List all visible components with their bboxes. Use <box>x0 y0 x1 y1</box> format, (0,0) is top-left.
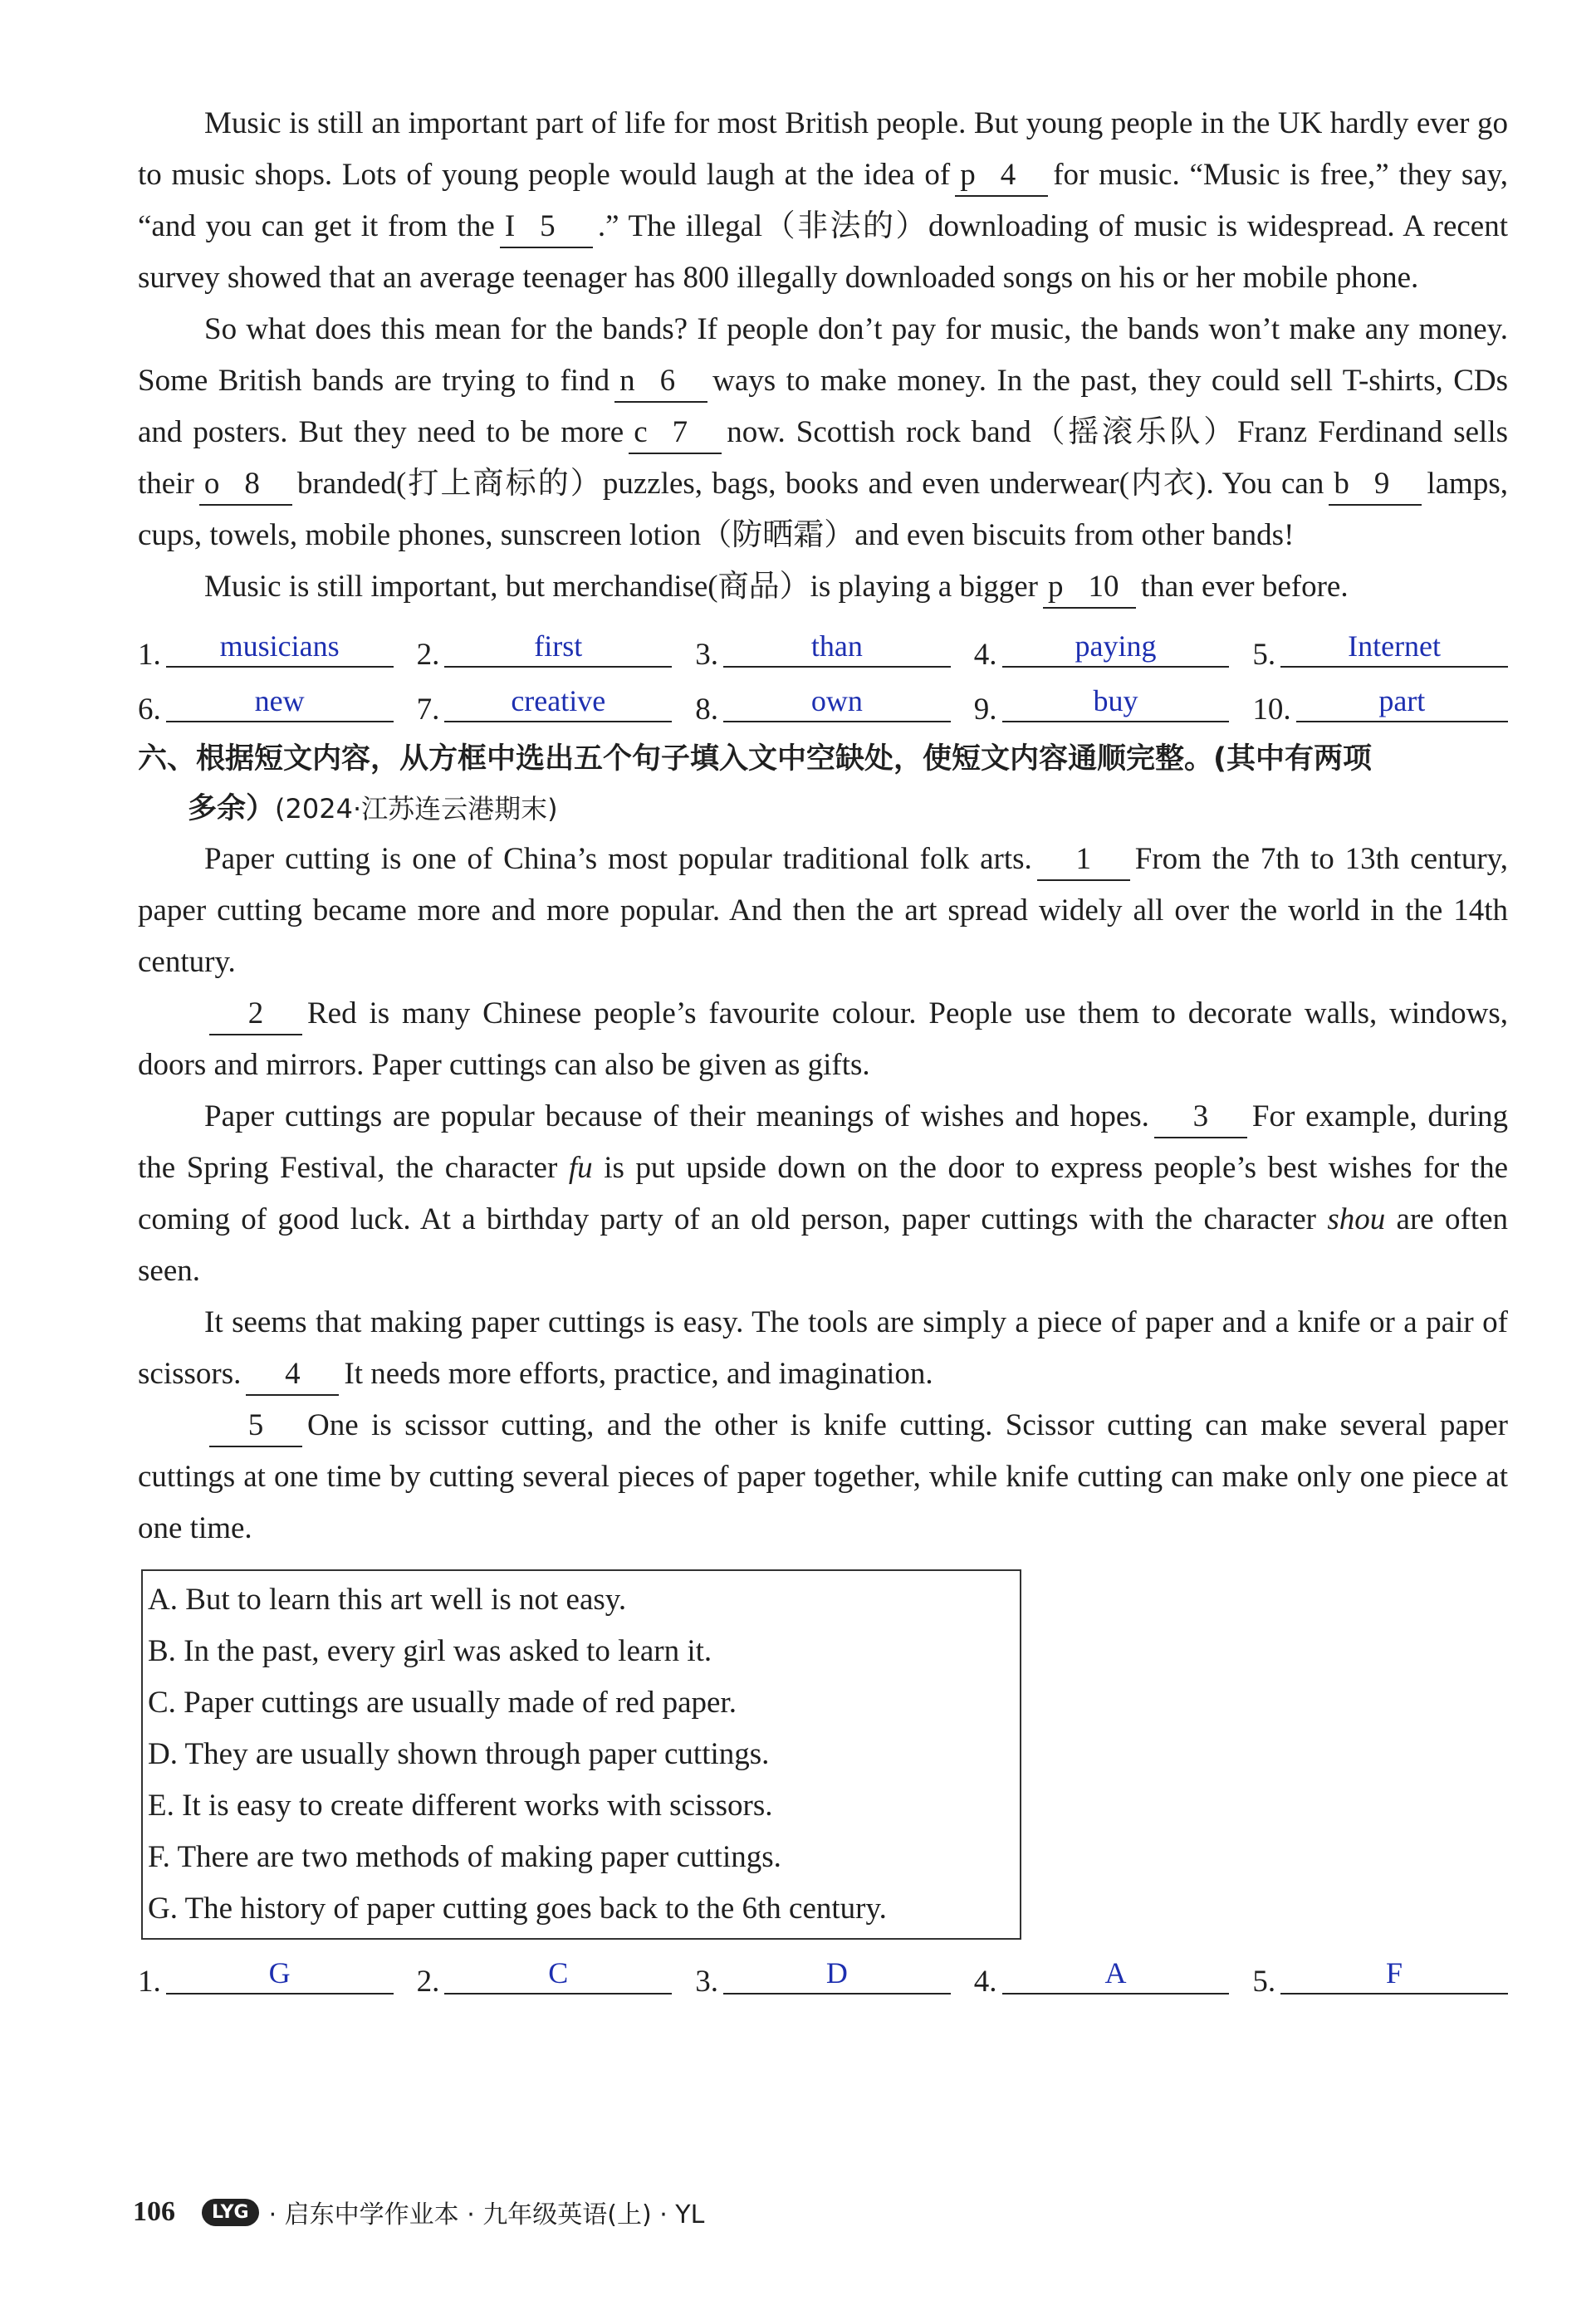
section6-heading <box>138 734 1508 834</box>
heading-line-1: 六、根据短文内容，从方框中选出五个句子填入文中空缺处，使短文内容通顺完整。(其中有两项 <box>138 742 1372 776</box>
passage1-paragraph-2 <box>138 304 1508 561</box>
blank-8 <box>199 464 292 506</box>
answer-slot-3[interactable] <box>695 621 951 673</box>
blank-number: 6 <box>659 364 676 398</box>
answer-text[interactable]: buy <box>1002 681 1230 722</box>
answer-slot-2[interactable] <box>417 621 673 673</box>
heading-source: (2024·江苏连云港期末) <box>275 793 558 825</box>
answer-number: 1. <box>138 1965 161 1999</box>
blank-letter: p <box>960 158 976 192</box>
text: One is scissor cutting, and the other is knife cutting. Scissor cutting can make several paper cuttings at one time by cutting several pieces of paper together, while knife cutting can make only one piece at one time. <box>138 1408 1508 1545</box>
answer-text[interactable]: first <box>444 626 672 668</box>
answer-text[interactable]: A <box>1002 1953 1230 1995</box>
passage1-paragraph-1 <box>138 98 1508 304</box>
answer-text[interactable]: musicians <box>166 626 394 668</box>
text: Paper cutting is one of China’s most popular traditional folk arts. <box>204 842 1032 876</box>
text: lamps, cups, towels, mobile phones, sunscreen lotion（防晒霜）and even biscuits from other bands! <box>138 467 1508 552</box>
answer-slot-1[interactable] <box>138 1948 394 1999</box>
publisher-logo: LYG <box>202 2199 259 2226</box>
page-footer <box>133 2194 704 2230</box>
answer-number: 5. <box>1252 1965 1276 1999</box>
answer-text[interactable]: paying <box>1002 626 1230 668</box>
blank-3: 3 <box>1154 1097 1247 1138</box>
passage1-paragraph-3 <box>138 561 1508 613</box>
text: now. Scottish rock band（摇滚乐队）Franz Ferdinand sells their <box>138 415 1508 501</box>
answer-slot-6[interactable] <box>138 676 394 727</box>
answer-number: 9. <box>973 693 997 727</box>
answer-number: 1. <box>138 638 161 672</box>
text: Music is still important, but merchandise(商品）is playing a bigger <box>204 570 1038 604</box>
section6-paragraph-3 <box>138 1091 1508 1297</box>
blank-5: 5 <box>209 1406 302 1447</box>
answer-number: 6. <box>138 693 161 727</box>
text: .” The illegal（非法的）downloading of music is widespread. A recent survey showed that an average teenager has 800 illegally downloaded songs on his or her mobile phone. <box>138 209 1508 295</box>
answer-text[interactable]: Internet <box>1280 626 1508 668</box>
answer-slot-7[interactable] <box>417 676 673 727</box>
answer-text[interactable]: than <box>723 626 951 668</box>
pinyin-fu: fu <box>568 1151 593 1185</box>
answer-number: 3. <box>695 638 718 672</box>
section6-paragraph-4 <box>138 1297 1508 1400</box>
blank-2: 2 <box>209 994 302 1035</box>
blank-number: 7 <box>672 415 688 449</box>
blank-7 <box>629 413 722 454</box>
answer-number: 8. <box>695 693 718 727</box>
answer-number: 4. <box>973 1965 997 1999</box>
answer-slot-9[interactable] <box>974 676 1230 727</box>
answer-number: 4. <box>973 638 997 672</box>
blank-4: 4 <box>246 1354 339 1396</box>
blank-1: 1 <box>1037 839 1130 881</box>
blank-number: 5 <box>540 209 556 243</box>
answer-text[interactable]: G <box>166 1953 394 1995</box>
section6-answer-grid <box>138 1948 1508 1999</box>
blank-9 <box>1329 464 1422 506</box>
blank-6 <box>614 361 707 403</box>
blank-10 <box>1043 567 1136 609</box>
passage1-answer-grid <box>138 621 1508 727</box>
answer-text[interactable]: new <box>166 681 394 722</box>
text: Paper cuttings are popular because of their meanings of wishes and hopes. <box>204 1099 1149 1133</box>
blank-letter: I <box>504 209 516 243</box>
section6-paragraph-1 <box>138 834 1508 988</box>
answer-number: 3. <box>695 1965 718 1999</box>
text: is put upside down on the door to express people’s best wishes for the coming of good luck. At a birthday party of an old person, paper cuttings with the character <box>138 1151 1508 1236</box>
blank-letter: o <box>203 467 220 501</box>
page-number: 106 <box>133 2196 175 2227</box>
blank-number: 10 <box>1088 570 1119 604</box>
answer-text[interactable]: own <box>723 681 951 722</box>
blank-letter: c <box>634 415 648 449</box>
text: It needs more efforts, practice, and imagination. <box>344 1357 933 1391</box>
answer-text[interactable]: C <box>444 1953 672 1995</box>
pinyin-shou: shou <box>1327 1202 1386 1236</box>
option-c: C. Paper cuttings are usually made of red paper. <box>148 1686 737 1720</box>
book-title: · 启东中学作业本 · 九年级英语(上) · YL <box>268 2200 705 2229</box>
answer-text[interactable]: D <box>723 1953 951 1995</box>
text: Red is many Chinese people’s favourite colour. People use them to decorate walls, windows, doors and mirrors. Paper cuttings can also be given as gifts. <box>138 996 1508 1082</box>
section6-paragraph-2 <box>138 988 1508 1091</box>
answer-slot-2[interactable] <box>417 1948 673 1999</box>
answer-slot-3[interactable] <box>695 1948 951 1999</box>
option-a: A. But to learn this art well is not easy. <box>148 1583 627 1617</box>
answer-slot-4[interactable] <box>974 1948 1230 1999</box>
answer-number: 10. <box>1252 693 1291 727</box>
blank-letter: b <box>1334 467 1349 501</box>
answer-number: 5. <box>1252 638 1276 672</box>
answer-slot-5[interactable] <box>1252 621 1508 673</box>
heading-line-2-wrap <box>138 784 1508 834</box>
blank-number: 4 <box>1000 158 1016 192</box>
answer-text[interactable]: creative <box>444 681 672 722</box>
answer-text[interactable]: part <box>1296 681 1508 722</box>
text: branded(打上商标的）puzzles, bags, books and even underwear(内衣). You can <box>296 467 1324 501</box>
text: From the 7th to 13th century, paper cutting became more and more popular. And then the art spread widely all over the world in the 14th century. <box>138 842 1509 979</box>
blank-letter: n <box>619 364 635 398</box>
blank-5 <box>500 207 593 248</box>
text: ways to make money. In the past, they could sell T-shirts, CDs and posters. But they need to be more <box>138 364 1508 449</box>
blank-number: 8 <box>244 467 260 501</box>
answer-slot-5[interactable] <box>1252 1948 1508 1999</box>
option-d: D. They are usually shown through paper cuttings. <box>148 1737 770 1771</box>
text: So what does this mean for the bands? If people don’t pay for music, the bands won’t make any money. Some British bands are trying to find <box>138 312 1508 398</box>
option-b: B. In the past, every girl was asked to learn it. <box>148 1634 712 1668</box>
answer-text[interactable]: F <box>1280 1953 1508 1995</box>
heading-line-2: 多余） <box>188 792 276 825</box>
answer-slot-10[interactable] <box>1252 676 1508 727</box>
blank-letter: p <box>1048 570 1064 604</box>
option-g: G. The history of paper cutting goes back to the 6th century. <box>148 1892 887 1926</box>
text: for music. “Music is free,” they say, “and you can get it from the <box>138 158 1508 243</box>
text: It seems that making paper cuttings is easy. The tools are simply a piece of paper and a knife or a pair of scissors. <box>138 1305 1508 1391</box>
text: Music is still an important part of life for most British people. But young people in the UK hardly ever go to music shops. Lots of young people would laugh at the idea of <box>138 106 1508 192</box>
answer-slot-8[interactable] <box>695 676 951 727</box>
text: are often seen. <box>138 1202 1509 1288</box>
blank-4 <box>955 155 1048 197</box>
text: For example, during the Spring Festival, the character <box>138 1099 1509 1185</box>
answer-slot-4[interactable] <box>974 621 1230 673</box>
option-e: E. It is easy to create different works with scissors. <box>148 1789 773 1823</box>
option-f: F. There are two methods of making paper cuttings. <box>148 1840 781 1874</box>
text: than ever before. <box>1141 570 1349 604</box>
section6-paragraph-5 <box>138 1400 1508 1554</box>
options-box <box>141 1569 1021 1940</box>
answer-number: 7. <box>416 693 440 727</box>
blank-number: 9 <box>1373 467 1390 501</box>
answer-number: 2. <box>416 638 440 672</box>
answer-number: 2. <box>416 1965 440 1999</box>
answer-slot-1[interactable] <box>138 621 394 673</box>
